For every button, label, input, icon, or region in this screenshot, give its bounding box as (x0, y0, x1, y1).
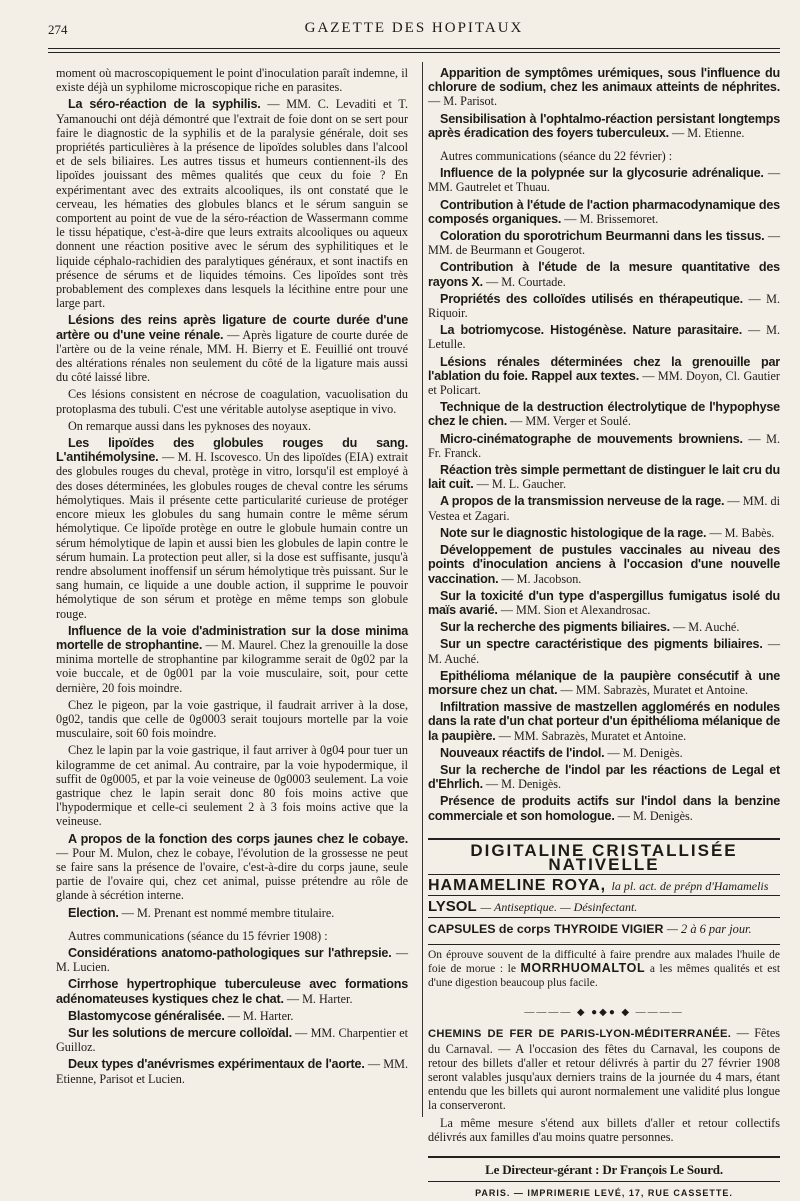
communication (56, 977, 408, 1005)
communication-authors: — M. Brissemoret. (564, 211, 659, 226)
communication-authors: — M. Etienne. (672, 125, 745, 140)
communication-title: Apparition de symptômes urémiques, sous l'influence du chlorure de sodium, chez les animaux atteints de néphrites. (428, 66, 780, 95)
communication (428, 637, 780, 665)
communication-title: Sensibilisation à l'ophtalmo-réaction persistant longtemps après éradication des foyers tuberculeux. (428, 111, 780, 140)
communication-title: Propriétés des colloïdes utilisés en thérapeutique. (440, 291, 743, 306)
communication (428, 463, 780, 491)
paragraph: Chez le pigeon, par la voie gastrique, il faudrait arriver à la dose, 0g02, tandis que celle de 0g0003 serait toujours mortelle par la voie musculaire, soit 60 fois moindre. (56, 697, 408, 741)
communication-title: Infiltration massive de mastzellen agglomérés en nodules dans la rate d'un chat porteur d'un épithélioma mélanique de la paupière. (428, 700, 780, 743)
communication (56, 1009, 408, 1023)
communication-title: Considérations anatomo-pathologiques sur l'athrepsie. (68, 945, 392, 960)
communication-authors: — M. Letulle. (428, 323, 781, 352)
article-title: Lésions des reins après ligature de courte durée d'une artère ou d'une veine rénale. (56, 313, 408, 342)
article (56, 832, 408, 903)
advert-text: a les mêmes qualités et est d'une digestion beaucoup plus facile. (428, 963, 781, 989)
article-text: ont déjà démontré que l'extrait de foie dont on se sert pour faire le diagnostic de la syphilis et de la paralysie générale, doit ses propriétés particulières à la présence de lipoïdes solubles dans l'alcool et de sels biliaires. Les autres tissus et humeurs contiennent-ils des lipoïdes jouissant des mêmes qualités que ceux du foie ? En expérimentant avec des extraits alcooliques, ils ont constaté que le cerveau, les hématies des globules blancs et le sérum sanguin se comportent au point de vue de la séro-réaction de Wassermann comme le tissu hépatique, c'est-à-dire que leurs extraits alcooliques ou aqueux donnent une réaction positive avec le sérum des syphilitiques et le liquide céphalo-rachidien des paralytiques généraux, et sont inactifs en présence de sérums et de liquides témoins. Ces lipoïdes sont très probablement des complexes dans lesquels la lécithine entre pour une large part. (56, 111, 409, 311)
communication-authors: — MM. di Vestea et Zagari. (428, 494, 781, 523)
article-authors: — MM. C. Levaditi et T. Yamanouchi (56, 97, 408, 126)
communication-authors: — MM. Gautrelet et Thuau. (428, 166, 780, 195)
communication-authors: — M. Jacobson. (501, 571, 582, 586)
advert-brand: CAPSULES de corps THYROIDE VIGIER (428, 921, 664, 936)
communication (428, 400, 780, 428)
communication-title: Influence de la polypnée sur la glycosurie adrénalique. (440, 166, 764, 181)
advert-digitaline: DIGITALINE CRISTALLISÉE NATIVELLE (428, 838, 780, 874)
advert-tagline: la pl. act. de prépn d'Hamamelis (611, 879, 769, 894)
printer-line: PARIS. — IMPRIMERIE LEVÉ, 17, RUE CASSETTE. (475, 1188, 733, 1199)
communication-authors: — M. Auché. (428, 637, 781, 666)
article-text: — Après ligature de courte durée de l'artère ou de la veine rénale, MM. H. Bierry et E. Feuillié ont trouvé des altérations rénales non seulement du côté de la ligature mais aussi du côté laissé libre. (56, 327, 409, 385)
section-heading: Autres communications (séance du 22 février) : (440, 149, 673, 164)
advert-brand: LYSOL (428, 898, 477, 916)
communication-authors: — M. Lucien. (56, 945, 408, 975)
communication-authors: — MM. Sabrazès, Muratet et Antoine. (560, 682, 749, 697)
column-divider (422, 62, 423, 1117)
communication-authors: — M. Auché. (673, 620, 740, 635)
ornament-divider: ———— ◆ ●◆● ◆ ———— (524, 1007, 684, 1019)
advert-lysol (428, 895, 780, 916)
communication (428, 526, 780, 540)
communication-title: Cirrhose hypertrophique tuberculeuse avec formations adénomateuses kystiques chez le chat. (56, 977, 408, 1006)
communication-title: Contribution à l'étude de l'action pharmacodynamique des composés organiques. (428, 197, 780, 226)
notice-paragraph: La même mesure s'étend aux billets d'aller et retour collectifs délivrés aux familles d'au moins quatre personnes. (428, 1115, 780, 1144)
communication-title: A propos de la transmission nerveuse de la rage. (440, 494, 725, 509)
communication-title: Sur la toxicité d'un type d'aspergillus fumigatus isolé du maïs avarié. (428, 588, 780, 617)
communication-title: Epithélioma mélanique de la paupière consécutif à une morsure chez un chat. (428, 668, 780, 697)
communication-authors: — M. Parisot. (428, 94, 498, 109)
communication (428, 543, 780, 586)
article (56, 436, 408, 621)
article-text: — M. H. Iscovesco. Un des lipoïdes (EIA) extrait des globules rouges du cheval, protège in vitro, lorsqu'il est employé à des doses déterminées, les globules rouges de cheval contre les sérums hémolytiques. Mais il présente cette particularité curieuse de protéger encore mieux les globules du sang humain contre le même sérum hémolytique. Ce lipoïde protège en outre le globule humain contre un sérum hémolytique de lapin et aussi bien les globules de lapin contre le sérum humain. La protection peut aller, si la dose est suffisante, jusqu'à rendre absolument inoffensif un sérum hémolytique très puissant. Sur le sang humain, ce liquide a une double action, il supprime le pouvoir hémolytique de son sérum et protège en même temps son globule rouge. (56, 450, 408, 621)
communication (428, 292, 780, 320)
communication (428, 260, 780, 288)
communication-title: Nouveaux réactifs de l'indol. (440, 745, 605, 760)
communication (428, 198, 780, 226)
communication-authors: — M. Denigès. (607, 745, 683, 760)
article-title: La séro-réaction de la syphilis. (68, 97, 261, 112)
communication (428, 166, 780, 194)
communication-title: Coloration du sporotrichum Beurmanni dans les tissus. (440, 229, 765, 244)
communication-authors: — M. Denigès. (485, 777, 562, 792)
advert-tagline: — 2 à 6 par jour. (666, 921, 752, 936)
communication-authors: — M. Babès. (709, 525, 775, 540)
communication-authors: — M. Courtade. (485, 274, 566, 289)
communication-title: Contribution à l'étude de la mesure quantitative des rayons X. (428, 260, 780, 289)
communication-title: Réaction très simple permettant de distinguer le lait cru du lait cuit. (428, 463, 781, 492)
communication (428, 494, 780, 522)
advert-morrhuomaltol (428, 944, 780, 993)
communication (56, 946, 408, 974)
advert-tagline: — Antiseptique. — Désinfectant. (480, 900, 638, 915)
section-heading: Autres communications (séance du 15 février 1908) : (68, 928, 328, 943)
communication (428, 432, 780, 460)
communication-authors: — M. Fr. Franck. (428, 431, 780, 460)
communication-authors: — MM. de Beurmann et Gougerot. (428, 229, 781, 258)
communication (428, 620, 780, 634)
communication (428, 763, 780, 791)
communication (428, 355, 780, 398)
communication-title: Note sur le diagnostic histologique de la rage. (440, 525, 707, 540)
communication-authors: — MM. Charpentier et Guilloz. (56, 1026, 409, 1055)
communication-authors: — MM. Doyon, Cl. Gautier et Policart. (428, 368, 780, 398)
communication-authors: — M. Harter. (286, 991, 353, 1006)
railway-notice (428, 1026, 780, 1112)
communication (56, 1057, 408, 1085)
article-text: — M. Maurel. Chez la grenouille la dose minima mortelle de strophantine par kilogramme serait de 0g02 par la voie buccale, et de 0g001 par la voie musculaire, soit, pour cette dernière, 20 fois moindre. (56, 637, 409, 695)
communication-title: Développement de pustules vaccinales au niveau des points d'inoculation anciens à l'occasion d'une nouvelle vaccination. (428, 543, 780, 586)
communication-title: Présence de produits actifs sur l'indol dans la benzine commerciale et son homologue. (428, 794, 780, 823)
communication-title: La botriomycose. Histogénèse. Nature parasitaire. (440, 323, 743, 338)
article-title: Election. (68, 905, 119, 920)
communication (428, 669, 780, 697)
advert-brand: HAMAMELINE ROYA, (428, 877, 607, 895)
page-number: 274 (48, 22, 68, 37)
article-text: — M. Prenant est nommé membre titulaire. (121, 905, 335, 920)
page-header (48, 20, 780, 44)
communication (428, 746, 780, 760)
article-text: — Pour M. Mulon, chez le cobaye, l'évolution de la grossesse ne peut se faire sans la présence de l'ovaire, c'est-à-dire du corps jaune, seule partie de l'ovaire qui, chez cet animal, puisse prétendre au rôle de glande à sécrétion interne. (56, 845, 408, 903)
communication-authors: — M. Denigès. (617, 808, 693, 823)
paragraph: Ces lésions consistent en nécrose de coagulation, vacuolisation du protoplasma des tubuli. C'est une véritable autolyse aseptique in vivo. (56, 387, 408, 416)
notice-text: — Fêtes du Carnaval. — A l'occasion des fêtes du Carnaval, les coupons de retour des billets d'aller et retour délivrés à partir du 27 février 1908 seront valables jusqu'aux derniers trains de la journée du 4 mars, étant entendu que les billets qui auront normalement une validité plus longue la conserveront. (428, 1026, 780, 1113)
article (56, 906, 408, 920)
paragraph: Chez le lapin par la voie gastrique, il faut arriver à 0g04 pour tuer un kilogramme de cet animal. Au contraire, par la voie hypodermique, il suffit de 0g0005, et par la voie veineuse de 0g0003 seulement. La voie gastrique chez le lapin serait donc 80 fois moins active que l'hypodermique et celle-ci seulement 2 à 3 fois moins active que la veineuse. (56, 743, 408, 829)
communication (56, 1026, 408, 1054)
communication (428, 229, 780, 257)
communication (428, 589, 780, 617)
communication-title: Sur les solutions de mercure colloïdal. (68, 1026, 292, 1040)
advert-text: On éprouve souvent de la difficulté à faire prendre aux malades l'huile de foie de morue : le (428, 948, 780, 976)
paragraph: moment où macroscopiquement le point d'inoculation paraît indemne, il existe déjà un syphilome microscopique riche en parasites. (56, 66, 408, 95)
communication-authors: — MM. Sabrazès, Muratet et Antoine. (498, 728, 687, 743)
communication-title: Micro-cinématographe de mouvements browniens. (440, 431, 743, 446)
journal-title: GAZETTE DES HOPITAUX (304, 20, 524, 36)
communication-title: Blastomycose généralisée. (68, 1008, 225, 1023)
communication-title: Sur la recherche des pigments biliaires. (440, 620, 670, 635)
director-line (428, 1156, 780, 1182)
communication-title: Sur un spectre caractéristique des pigments biliaires. (440, 637, 763, 652)
right-column (428, 66, 780, 1201)
communication-title: Technique de la destruction électrolytique de l'hypophyse chez le chien. (428, 400, 780, 429)
communication (428, 112, 780, 140)
communication-title: Lésions rénales déterminées chez la grenouille par l'ablation du foie. Rappel aux textes. (428, 354, 780, 383)
article-title: Les lipoïdes des globules rouges du sang. L'antihémolysine. (56, 436, 408, 465)
article-title: Influence de la voie d'administration sur la dose minima mortelle de strophantine. (56, 623, 408, 652)
communication-title: Deux types d'anévrismes expérimentaux de l'aorte. (68, 1057, 365, 1072)
advert-brand: MORRHUOMALTOL (520, 961, 646, 976)
notice-title: CHEMINS DE FER DE PARIS-LYON-MÉDITERRANÉE. (428, 1028, 732, 1041)
director-name: Le Directeur-gérant : Dr François Le Sourd. (485, 1162, 723, 1178)
communication (428, 700, 780, 743)
header-rule (48, 48, 780, 49)
communication (428, 794, 780, 822)
article (56, 97, 408, 310)
advert-hamameline (428, 874, 780, 895)
communication-authors: — M. L. Gaucher. (476, 477, 566, 492)
advert-capsules (428, 917, 780, 938)
article (56, 313, 408, 384)
communication-authors: — M. Harter. (227, 1008, 294, 1023)
communication-authors: — M. Riquoir. (428, 291, 781, 321)
left-column (56, 66, 408, 1089)
paragraph: On remarque aussi dans les pyknoses des noyaux. (68, 418, 312, 433)
communication-authors: — MM. Sion et Alexandrosac. (500, 602, 651, 617)
header-rule-thin (48, 52, 780, 53)
article-title: A propos de la fonction des corps jaunes chez le cobaye. (68, 831, 408, 846)
article (56, 624, 408, 695)
communication-authors: — MM. Etienne, Parisot et Lucien. (56, 1057, 408, 1086)
communication (428, 323, 780, 351)
communication-title: Sur la recherche de l'indol par les réactions de Legal et d'Ehrlich. (428, 762, 780, 792)
communication-authors: — MM. Verger et Soulé. (510, 414, 631, 429)
communication (428, 66, 780, 109)
